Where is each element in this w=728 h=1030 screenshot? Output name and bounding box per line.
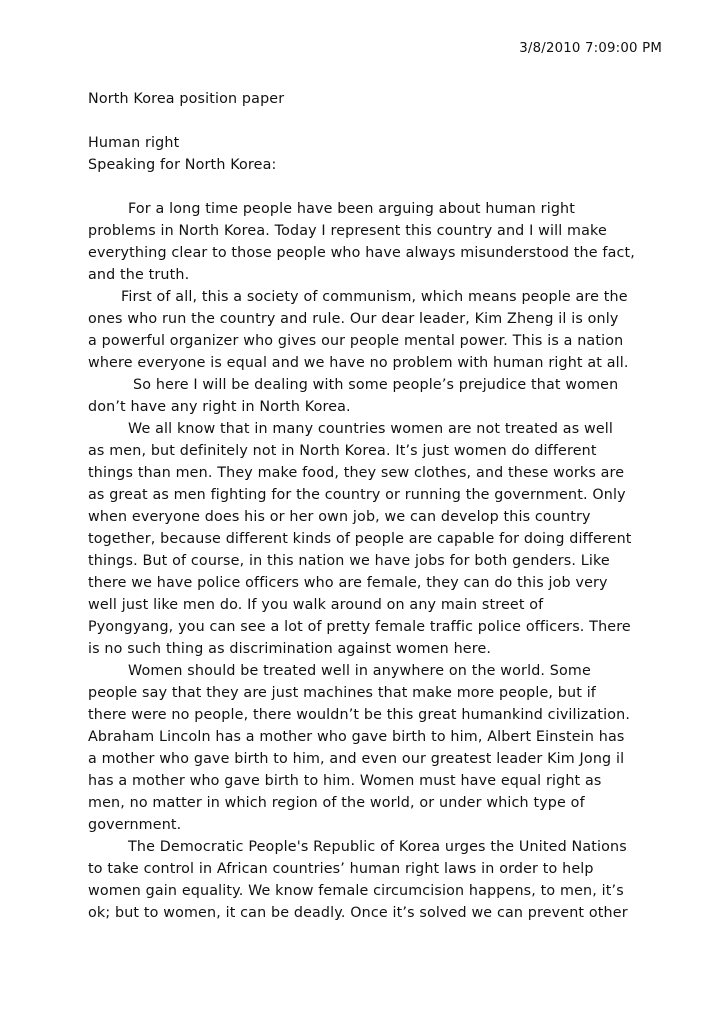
text-line: is no such thing as discrimination against women here. [88,641,492,657]
text-line: ok; but to women, it can be deadly. Once it’s solved we can prevent other [88,905,628,921]
text-line: problems in North Korea. Today I represent this country and I will make [88,223,607,239]
document-timestamp: 3/8/2010 7:09:00 PM [519,41,662,56]
text-line: to take control in African countries’ human right laws in order to help [88,861,594,877]
text-line: men, no matter in which region of the world, or under which type of [88,795,585,811]
document-body [88,88,648,924]
text-line: and the truth. [88,267,190,283]
blank-line [88,110,648,132]
document-topic: Human right [88,135,180,151]
text-line: where everyone is equal and we have no problem with human right at all. [88,355,629,371]
text-line: So here I will be dealing with some people’s prejudice that women [133,377,619,393]
text-line: together, because different kinds of people are capable for doing different [88,531,632,547]
text-line: Pyongyang, you can see a lot of pretty female traffic police officers. There [88,619,631,635]
text-line: things. But of course, in this nation we have jobs for both genders. Like [88,553,610,569]
text-line: a mother who gave birth to him, and even our greatest leader Kim Jong il [88,751,625,767]
text-line: people say that they are just machines that make more people, but if [88,685,596,701]
text-line: Women should be treated well in anywhere on the world. Some [128,663,591,679]
text-line: well just like men do. If you walk around on any main street of [88,597,544,613]
text-line: women gain equality. We know female circumcision happens, to men, it’s [88,883,624,899]
text-line: as men, but definitely not in North Korea. It’s just women do different [88,443,597,459]
text-line: The Democratic People's Republic of Korea urges the United Nations [128,839,627,855]
text-line: First of all, this a society of communism, which means people are the [121,289,628,305]
text-line: Abraham Lincoln has a mother who gave birth to him, Albert Einstein has [88,729,625,745]
text-line: government. [88,817,182,833]
text-line: We all know that in many countries women are not treated as well [128,421,614,437]
text-line: has a mother who gave birth to him. Women must have equal right as [88,773,602,789]
text-line: ones who run the country and rule. Our dear leader, Kim Zheng il is only [88,311,619,327]
text-line: don’t have any right in North Korea. [88,399,351,415]
text-line: there were no people, there wouldn’t be this great humankind civilization. [88,707,631,723]
text-line: things than men. They make food, they sew clothes, and these works are [88,465,625,481]
text-line: everything clear to those people who have always misunderstood the fact, [88,245,635,261]
document-speaker: Speaking for North Korea: [88,157,277,173]
text-line: there we have police officers who are female, they can do this job very [88,575,608,591]
text-line: For a long time people have been arguing about human right [128,201,576,217]
text-line: when everyone does his or her own job, we can develop this country [88,509,591,525]
blank-line [88,176,648,198]
text-line: a powerful organizer who gives our people mental power. This is a nation [88,333,624,349]
document-title: North Korea position paper [88,91,285,107]
text-line: as great as men fighting for the country or running the government. Only [88,487,626,503]
